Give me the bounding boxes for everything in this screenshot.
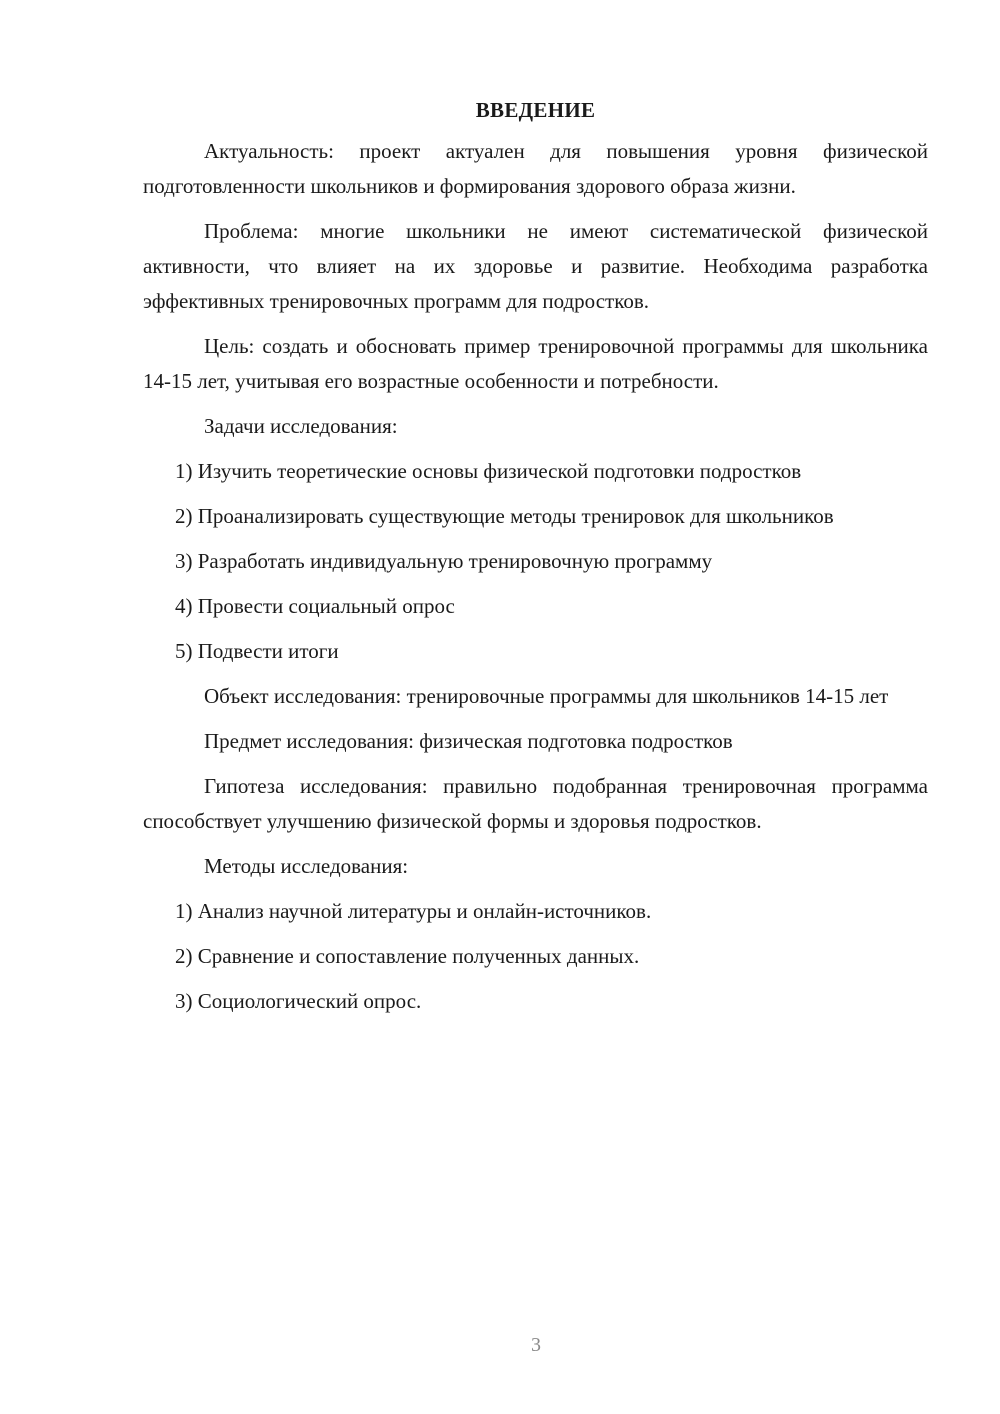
document-page: [143, 96, 928, 1029]
section-title: ВВЕДЕНИЕ: [475, 98, 596, 122]
object-paragraph: Объект исследования: тренировочные программы для школьников 14-15 лет: [204, 684, 889, 708]
methods-heading: Методы исследования:: [204, 854, 409, 878]
goal-paragraph: Цель: создать и обосновать пример тренировочной программы для школьника 14-15 лет, учитывая его возрастные особенности и потребности.: [143, 334, 928, 393]
task-item-4: 4) Провести социальный опрос: [175, 594, 455, 618]
task-item-2: 2) Проанализировать существующие методы тренировок для школьников: [175, 504, 834, 528]
subject-paragraph: Предмет исследования: физическая подготовка подростков: [204, 729, 733, 753]
method-item-3: 3) Социологический опрос.: [175, 989, 422, 1013]
relevance-paragraph: Актуальность: проект актуален для повышения уровня физической подготовленности школьников и формирования здорового образа жизни.: [143, 139, 928, 198]
hypothesis-paragraph: Гипотеза исследования: правильно подобранная тренировочная программа способствует улучшению физической формы и здоровья подростков.: [143, 774, 928, 833]
method-item-2: 2) Сравнение и сопоставление полученных данных.: [175, 944, 640, 968]
tasks-heading: Задачи исследования:: [204, 414, 398, 438]
task-item-5: 5) Подвести итоги: [175, 639, 339, 663]
page-number: 3: [531, 1334, 541, 1356]
problem-paragraph: Проблема: многие школьники не имеют систематической физической активности, что влияет на их здоровье и развитие. Необходима разработка эффективных тренировочных программ для подростков.: [143, 219, 928, 313]
task-item-1: 1) Изучить теоретические основы физической подготовки подростков: [175, 459, 802, 483]
task-item-3: 3) Разработать индивидуальную тренировочную программу: [175, 549, 713, 573]
method-item-1: 1) Анализ научной литературы и онлайн-источников.: [175, 899, 652, 923]
